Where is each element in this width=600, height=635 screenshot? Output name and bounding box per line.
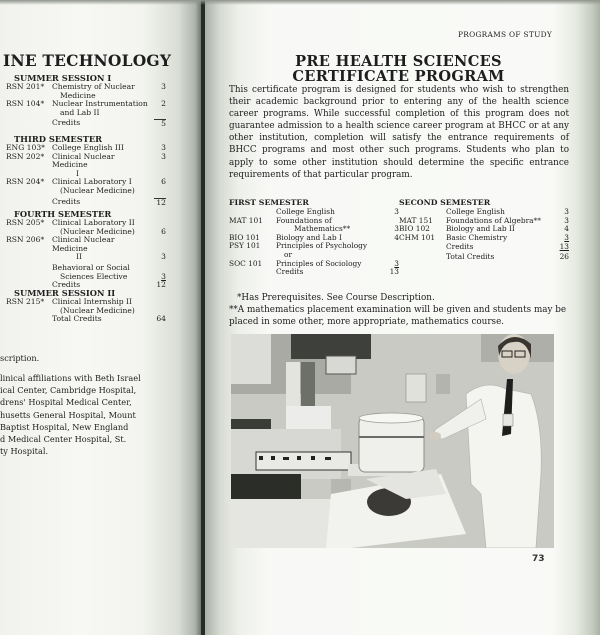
course-code: MAT 101: [229, 215, 263, 225]
course-code: RSN 202*: [6, 151, 45, 161]
fourth-semester: [0, 209, 170, 290]
course-row-cont: [0, 187, 170, 196]
course-name-cont: (Nuclear Medicine): [60, 226, 135, 236]
total-credits-value: 26: [559, 251, 569, 261]
course-code: BIO 101: [229, 232, 260, 242]
credits-label: Credits: [52, 118, 81, 128]
text-line: husetts General Hospital, Mount: [0, 409, 136, 420]
course-name: College English: [276, 207, 335, 216]
credits-row: [0, 198, 170, 208]
course-credits: 3: [161, 82, 166, 91]
course-credits: [381, 242, 399, 251]
course-code: RSN 201*: [6, 82, 45, 91]
course-code: CHM 101: [399, 232, 436, 242]
semester-heading: FOURTH SEMESTER: [14, 209, 112, 219]
course-name: College English: [446, 207, 505, 216]
second-semester: [399, 198, 569, 262]
course-name-cont: and Lab II: [60, 107, 100, 117]
intro-paragraph: This certificate program is designed for students who wish to strengthen their academic background prior to entering any of the health science career programs. While successful completion of this program does not guarantee admission to a health science career program at BHCC or at any other institution, completion will satisfy the entrance requirements of BHCC programs and most other such programs. Students who plan to apply to some other institution should determine the specific entrance requirements of that particular program.: [229, 85, 569, 180]
prerequisites-note: *Has Prerequisites. See Course Description.: [237, 293, 435, 303]
credits-row: [0, 315, 170, 324]
credits-label: Total Credits: [52, 314, 102, 324]
credits-total: 13: [389, 267, 399, 277]
course-credits: 3: [161, 271, 166, 281]
course-credits: 2: [161, 99, 166, 109]
course-name: Principles of Sociology: [276, 258, 362, 268]
course-credits: 6: [161, 177, 166, 187]
course-code: BIO 102: [399, 224, 430, 234]
credits-label: Credits: [446, 242, 474, 252]
text-line: Baptist Hospital, New England: [0, 421, 129, 432]
affiliations-paragraph: [0, 372, 168, 457]
course-name: Basic Chemistry: [446, 232, 508, 242]
total-credits-label: Total Credits: [446, 251, 495, 261]
course-name: Clinical Nuclear Medicine: [52, 235, 115, 253]
course-row: [229, 260, 399, 269]
course-name-cont: (Nuclear Medicine): [60, 185, 135, 195]
course-credits: 3: [161, 151, 166, 161]
title-line-1: PRE HEALTH SCIENCES: [295, 53, 502, 70]
course-name: Behavioral or Social: [52, 262, 130, 272]
placement-exam-note: **A mathematics placement examination will be given and students may be placed in some other, more appropriate, mathematics course.: [229, 305, 567, 328]
credits-label: Credits: [276, 267, 304, 277]
running-header: PROGRAMS OF STUDY: [457, 30, 552, 39]
course-credits: 3: [394, 207, 399, 216]
course-code: ENG 103*: [6, 143, 45, 152]
credits-total: 13: [559, 242, 569, 252]
third-semester: [0, 134, 170, 207]
text-line: drens' Hospital Medical Center,: [0, 397, 132, 408]
course-name: Mathematics**: [294, 224, 351, 234]
course-credits: 3: [564, 215, 569, 225]
left-footnote: scription.: [0, 353, 40, 363]
course-code: PSY 101: [229, 241, 261, 251]
course-name-cont: Sciences Elective: [60, 271, 128, 281]
course-credits: 4: [564, 224, 569, 234]
program-title: [226, 54, 571, 84]
title-line-2: CERTIFICATE PROGRAM: [292, 68, 505, 85]
semester-heading: SUMMER SESSION II: [14, 288, 116, 298]
text-line: linical affiliations with Beth Israel: [0, 373, 141, 383]
course-name: Foundations of: [276, 215, 332, 225]
course-row-cont: [0, 109, 170, 118]
page-number: 73: [532, 554, 545, 564]
course-row: [0, 153, 170, 170]
course-row-cont: [0, 253, 170, 262]
credits-total: 5: [154, 119, 166, 129]
footnotes: [229, 292, 569, 329]
text-line: ical Center, Cambridge Hospital,: [0, 385, 137, 396]
summer-session-2: [0, 288, 170, 324]
course-credits: 3: [394, 224, 399, 234]
course-code: RSN 104*: [6, 99, 45, 109]
course-credits: 3: [564, 207, 569, 216]
credits-label: Credits: [52, 280, 81, 290]
course-name-cont: II: [76, 252, 82, 262]
first-semester: [229, 198, 399, 277]
top-edge-shadow: [0, 0, 600, 5]
credits-total: 12: [154, 198, 166, 208]
course-name: Clinical Internship II: [52, 297, 133, 306]
credits-total: 64: [156, 314, 166, 324]
course-code: RSN 206*: [6, 235, 45, 245]
semester-heading: THIRD SEMESTER: [14, 134, 103, 144]
course-name: Nuclear Instrumentation: [52, 99, 148, 109]
course-name: Principles of Psychology: [276, 241, 368, 251]
course-name: Clinical Laboratory II: [52, 218, 135, 227]
course-credits: 3: [161, 252, 166, 262]
course-name: Clinical Laboratory I: [52, 177, 132, 187]
nuclear-medicine-photo: [231, 334, 554, 548]
semester-heading: FIRST SEMESTER: [229, 198, 309, 207]
course-name: Biology and Lab I: [276, 232, 342, 242]
course-name: or: [284, 249, 292, 259]
course-code: [229, 268, 276, 277]
course-name: Biology and Lab II: [446, 224, 515, 234]
course-code: SOC 101: [229, 258, 263, 268]
course-name-cont: Medicine: [60, 90, 96, 100]
book-spine: [201, 0, 205, 635]
course-name: Clinical Nuclear Medicine: [52, 151, 115, 170]
course-row: [229, 242, 399, 251]
course-name: Foundations of Algebra**: [446, 215, 541, 225]
semester-heading: SECOND SEMESTER: [399, 198, 491, 207]
course-credits: 3: [161, 143, 166, 152]
text-line: d Medical Center Hospital, St.: [0, 434, 127, 445]
course-row: [0, 236, 170, 253]
course-code: [399, 253, 446, 262]
course-name-cont: (Nuclear Medicine): [60, 305, 135, 315]
course-code: MAT 151: [399, 215, 433, 225]
summer-session-1: [0, 73, 170, 129]
total-credits-row: [399, 253, 569, 262]
course-row: [399, 234, 569, 243]
semester-heading: SUMMER SESSION I: [14, 73, 112, 83]
course-code: RSN 205*: [6, 218, 45, 227]
credits-row: [399, 243, 569, 252]
course-code: [399, 243, 446, 252]
credits-row: [229, 268, 399, 277]
photo-illustration: [231, 334, 554, 548]
course-name: College English III: [52, 143, 124, 152]
text-line: ty Hospital.: [0, 446, 49, 457]
left-page-title: INE TECHNOLOGY: [3, 51, 172, 70]
course-credits: 4: [394, 232, 399, 242]
course-row-cont: [0, 273, 170, 282]
course-code: RSN 215*: [6, 297, 45, 306]
course-credits: 6: [161, 226, 166, 236]
credits-total: 12: [156, 280, 166, 290]
course-code: RSN 204*: [6, 177, 45, 187]
course-name: Chemistry of Nuclear: [52, 82, 135, 91]
credits-label: Credits: [52, 196, 81, 206]
course-credits: 3: [564, 232, 569, 242]
course-credits: 3: [394, 258, 399, 268]
course-name-cont: I: [76, 168, 79, 178]
credits-row: [0, 119, 170, 129]
